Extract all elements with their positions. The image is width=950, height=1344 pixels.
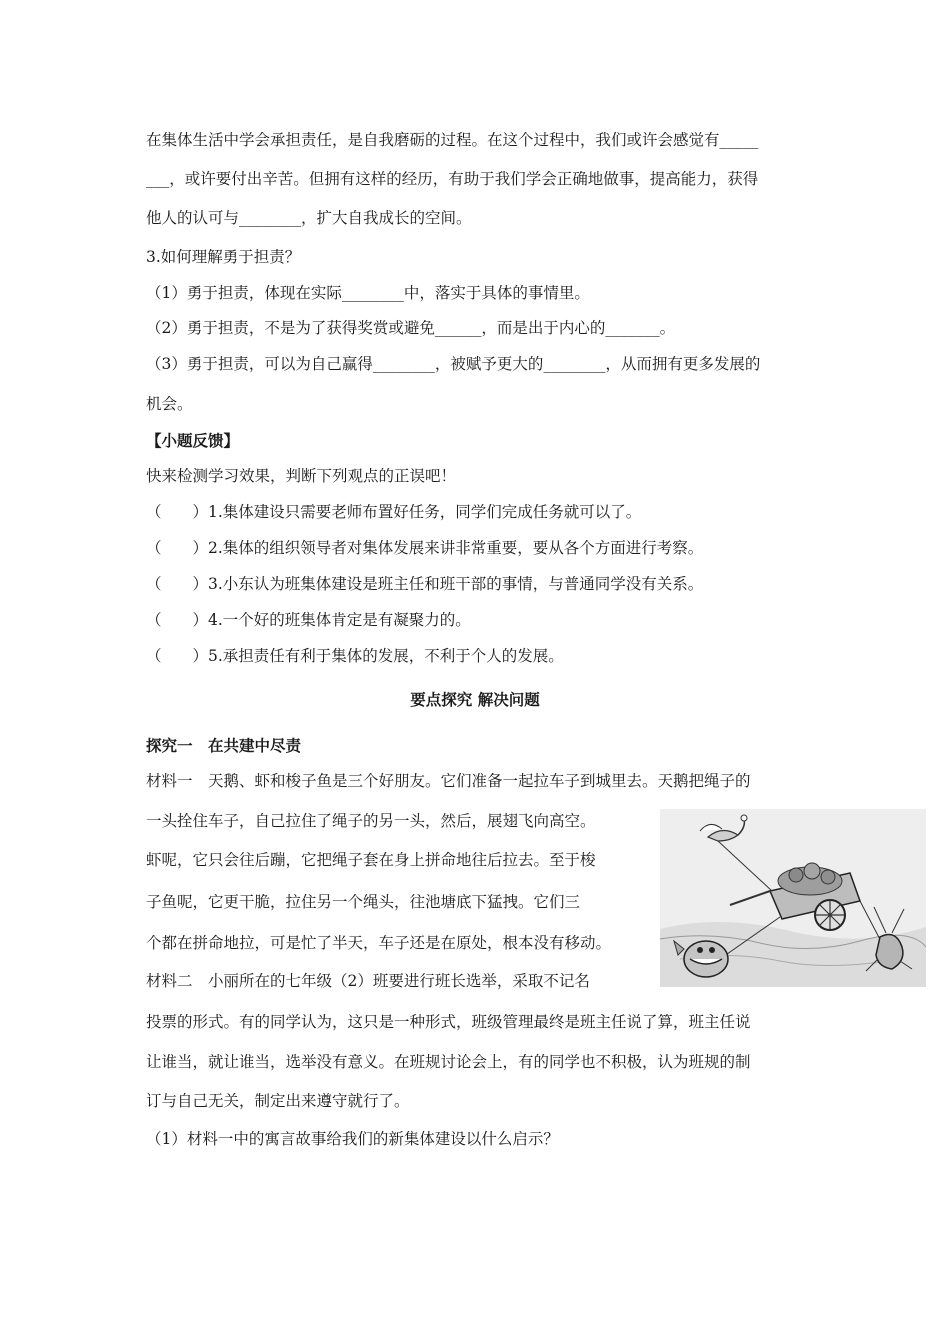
feedback-item-5: （ ）5.承担责任有利于集体的发展，不利于个人的发展。 [146, 647, 564, 665]
material2-line4: 订与自己无关，制定出来遵守就行了。 [146, 1092, 410, 1110]
question-1: （1）材料一中的寓言故事给我们的新集体建设以什么启示？ [146, 1130, 559, 1148]
feedback-heading: 【小题反馈】 [146, 432, 240, 450]
material2-line3: 让谁当，就让谁当，选举没有意义。在班规讨论会上，有的同学也不积极，认为班规的制 [146, 1053, 751, 1071]
inquiry-title: 探究一 在共建中尽责 [146, 737, 302, 755]
feedback-item-1: （ ）1.集体建设只需要老师布置好任务，同学们完成任务就可以了。 [146, 503, 642, 521]
para1-line3: 他人的认可与________，扩大自我成长的空间。 [146, 209, 472, 227]
material1-line5: 个都在拼命地拉，可是忙了半天，车子还是在原处，根本没有移动。 [146, 934, 612, 952]
para1-line1: 在集体生活中学会承担责任，是自我磨砺的过程。在这个过程中，我们或许会感觉有_____ [146, 131, 759, 149]
question-3-item-3a: （3）勇于担责，可以为自己赢得________，被赋予更大的________，从而拥有更多发展的 [146, 355, 761, 373]
para1-line2: ___，或许要付出辛苦。但拥有这样的经历，有助于我们学会正确地做事，提高能力，获得 [146, 170, 759, 188]
question-3-item-1: （1）勇于担责，体现在实际________中，落实于具体的事情里。 [146, 284, 590, 302]
feedback-item-2: （ ）2.集体的组织领导者对集体发展来讲非常重要，要从各个方面进行考察。 [146, 539, 704, 557]
material1-line3: 虾呢，它只会往后蹦，它把绳子套在身上拼命地往后拉去。至于梭 [146, 851, 596, 869]
material2-line2: 投票的形式。有的同学认为，这只是一种形式，班级管理最终是班主任说了算，班主任说 [146, 1013, 751, 1031]
material1-line2: 一头拴住车子，自己拉住了绳子的另一头，然后，展翅飞向高空。 [146, 812, 596, 830]
material2-line1: 材料二 小丽所在的七年级（2）班要进行班长选举，采取不记名 [146, 972, 590, 990]
swan-shrimp-pike-cartoon [660, 809, 926, 987]
material1-line4: 子鱼呢，它更干脆，拉住另一个绳头，往池塘底下猛拽。它们三 [146, 893, 581, 911]
question-3-title: 3.如何理解勇于担责？ [146, 248, 301, 266]
section-title: 要点探究 解决问题 [410, 691, 540, 709]
question-3-item-2: （2）勇于担责，不是为了获得奖赏或避免______，而是出于内心的_______。 [146, 319, 676, 337]
feedback-intro: 快来检测学习效果，判断下列观点的正误吧！ [146, 467, 457, 485]
feedback-item-3: （ ）3.小东认为班集体建设是班主任和班干部的事情，与普通同学没有关系。 [146, 575, 704, 593]
feedback-item-4: （ ）4.一个好的班集体肯定是有凝聚力的。 [146, 611, 471, 629]
material1-line1: 材料一 天鹅、虾和梭子鱼是三个好朋友。它们准备一起拉车子到城里去。天鹅把绳子的 [146, 772, 751, 790]
question-3-item-3b: 机会。 [146, 395, 193, 413]
